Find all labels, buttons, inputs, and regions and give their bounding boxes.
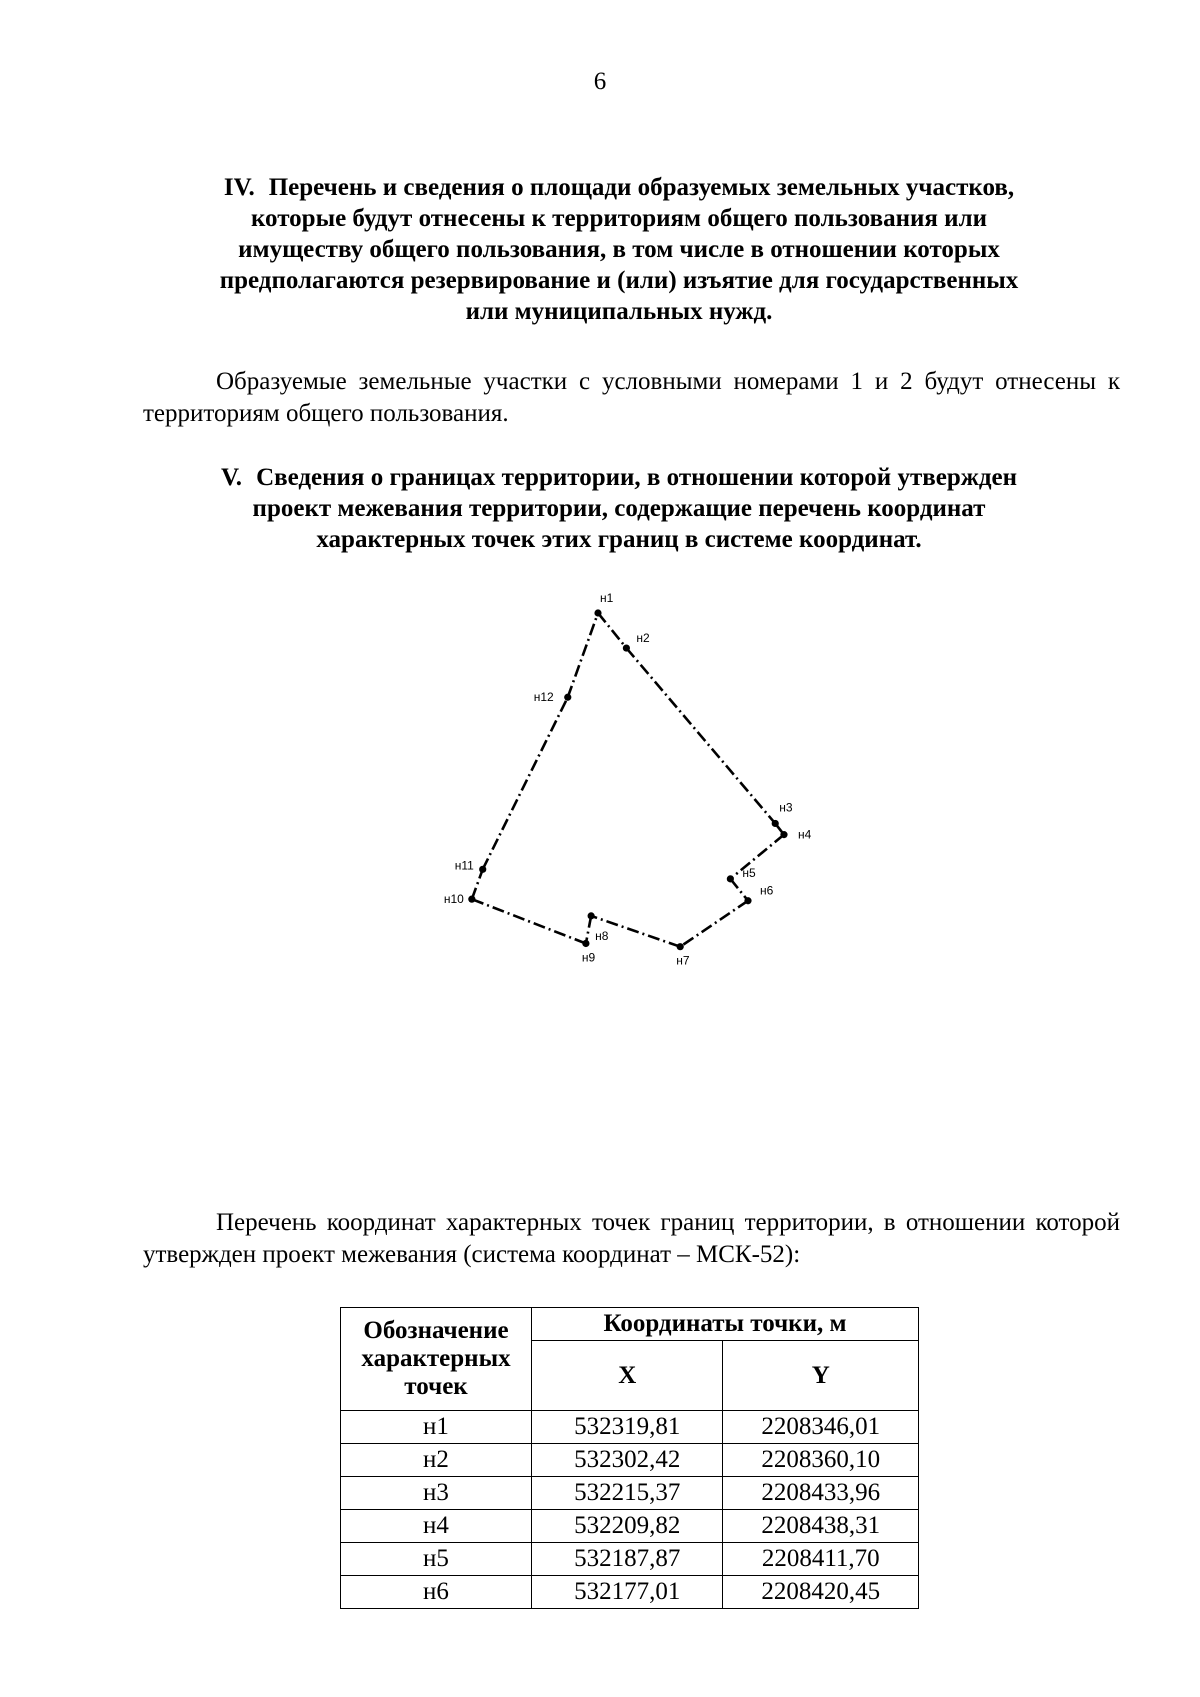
boundary-segment <box>680 901 748 947</box>
boundary-point-label: н11 <box>454 858 474 873</box>
table-row <box>341 1411 919 1444</box>
boundary-point <box>744 897 751 904</box>
cell-x: 532215,37 <box>532 1477 723 1510</box>
boundary-point-label: н10 <box>443 892 464 907</box>
cell-point: н4 <box>341 1510 532 1543</box>
section-iv-heading-text: Перечень и сведения о площади образуемых земельных участков, <box>268 174 1015 201</box>
boundary-segment <box>730 879 748 901</box>
cell-y: 2208346,01 <box>723 1411 919 1444</box>
boundary-segment <box>472 899 586 943</box>
cell-x: 532187,87 <box>532 1543 723 1576</box>
section-iv-numeral: IV. <box>223 174 255 201</box>
boundary-point <box>677 943 684 950</box>
boundary-point-label: н3 <box>779 800 793 815</box>
table-row <box>341 1543 919 1576</box>
boundary-point <box>588 912 595 919</box>
section-iv-heading-line: или муниципальных нужд. <box>465 298 773 325</box>
boundary-point-label: н4 <box>797 827 812 842</box>
boundary-point-label: н12 <box>533 690 554 705</box>
boundary-point <box>772 820 779 827</box>
cell-y: 2208420,45 <box>723 1576 919 1609</box>
cell-point: н3 <box>341 1477 532 1510</box>
boundary-segment <box>472 869 483 899</box>
boundary-segment <box>598 613 626 648</box>
header-x: X <box>532 1341 723 1411</box>
boundary-segment <box>626 648 775 823</box>
boundary-point-label: н1 <box>600 591 614 605</box>
boundary-segment <box>483 697 568 869</box>
boundary-point <box>564 694 571 701</box>
boundary-point <box>623 644 630 651</box>
header-coordinates: Координаты точки, м <box>532 1308 919 1341</box>
cell-point: н2 <box>341 1444 532 1477</box>
section-iv-paragraph-text: Образуемые земельные участки с условными номерами 1 и 2 будут отнесены к территориям общего пользования. <box>143 368 1120 427</box>
section-iv-heading-line: которые будут отнесены к территориям общего пользования или <box>250 205 988 232</box>
boundary-point <box>479 866 486 873</box>
section-iv-heading-line: предполагаются резервирование и (или) изъятие для государственных <box>219 267 1019 294</box>
boundary-point <box>780 831 787 838</box>
boundary-segment <box>568 613 598 697</box>
section-v-heading-line: характерных точек этих границ в системе координат. <box>316 526 922 553</box>
header-point-name: Обозначение характерных точек <box>341 1308 532 1411</box>
boundary-segment <box>586 916 591 944</box>
section-v-heading-text: Сведения о границах территории, в отношении которой утвержден <box>256 464 1018 491</box>
cell-x: 532319,81 <box>532 1411 723 1444</box>
boundary-point-label: н9 <box>581 950 596 965</box>
coordinates-table <box>340 1307 919 1609</box>
boundary-point <box>594 609 601 616</box>
header-y: Y <box>723 1341 919 1411</box>
page-number: 6 <box>593 68 607 95</box>
boundary-point <box>468 896 475 903</box>
cell-point: н1 <box>341 1411 532 1444</box>
cell-x: 532302,42 <box>532 1444 723 1477</box>
section-v-heading-line: проект межевания территории, содержащие перечень координат <box>252 495 986 522</box>
boundary-points <box>468 609 787 950</box>
section-v-paragraph <box>143 1207 1120 1271</box>
cell-point: н5 <box>341 1543 532 1576</box>
table-row <box>341 1477 919 1510</box>
boundary-lines <box>472 613 784 947</box>
boundary-point-label: н7 <box>676 953 690 968</box>
cell-y: 2208438,31 <box>723 1510 919 1543</box>
table-row <box>341 1444 919 1477</box>
boundary-point-label: н8 <box>595 928 609 943</box>
boundary-point-label: н6 <box>759 883 774 898</box>
cell-x: 532177,01 <box>532 1576 723 1609</box>
table-row <box>341 1510 919 1543</box>
table-row <box>341 1576 919 1609</box>
boundary-point-label: н2 <box>636 631 650 646</box>
boundary-point <box>727 875 734 882</box>
boundary-point-label: н5 <box>742 865 756 880</box>
cell-y: 2208433,96 <box>723 1477 919 1510</box>
cell-y: 2208411,70 <box>723 1543 919 1576</box>
boundary-segment <box>730 835 784 879</box>
cell-point: н6 <box>341 1576 532 1609</box>
cell-x: 532209,82 <box>532 1510 723 1543</box>
section-v-numeral: V. <box>220 464 243 491</box>
cell-y: 2208360,10 <box>723 1444 919 1477</box>
section-v-paragraph-text: Перечень координат характерных точек границ территории, в отношении которой утвержден проект межевания (система координат – МСК-52): <box>143 1209 1120 1268</box>
boundary-point <box>582 940 589 947</box>
section-iv-heading-line: имуществу общего пользования, в том числе в отношении которых <box>238 236 1000 263</box>
